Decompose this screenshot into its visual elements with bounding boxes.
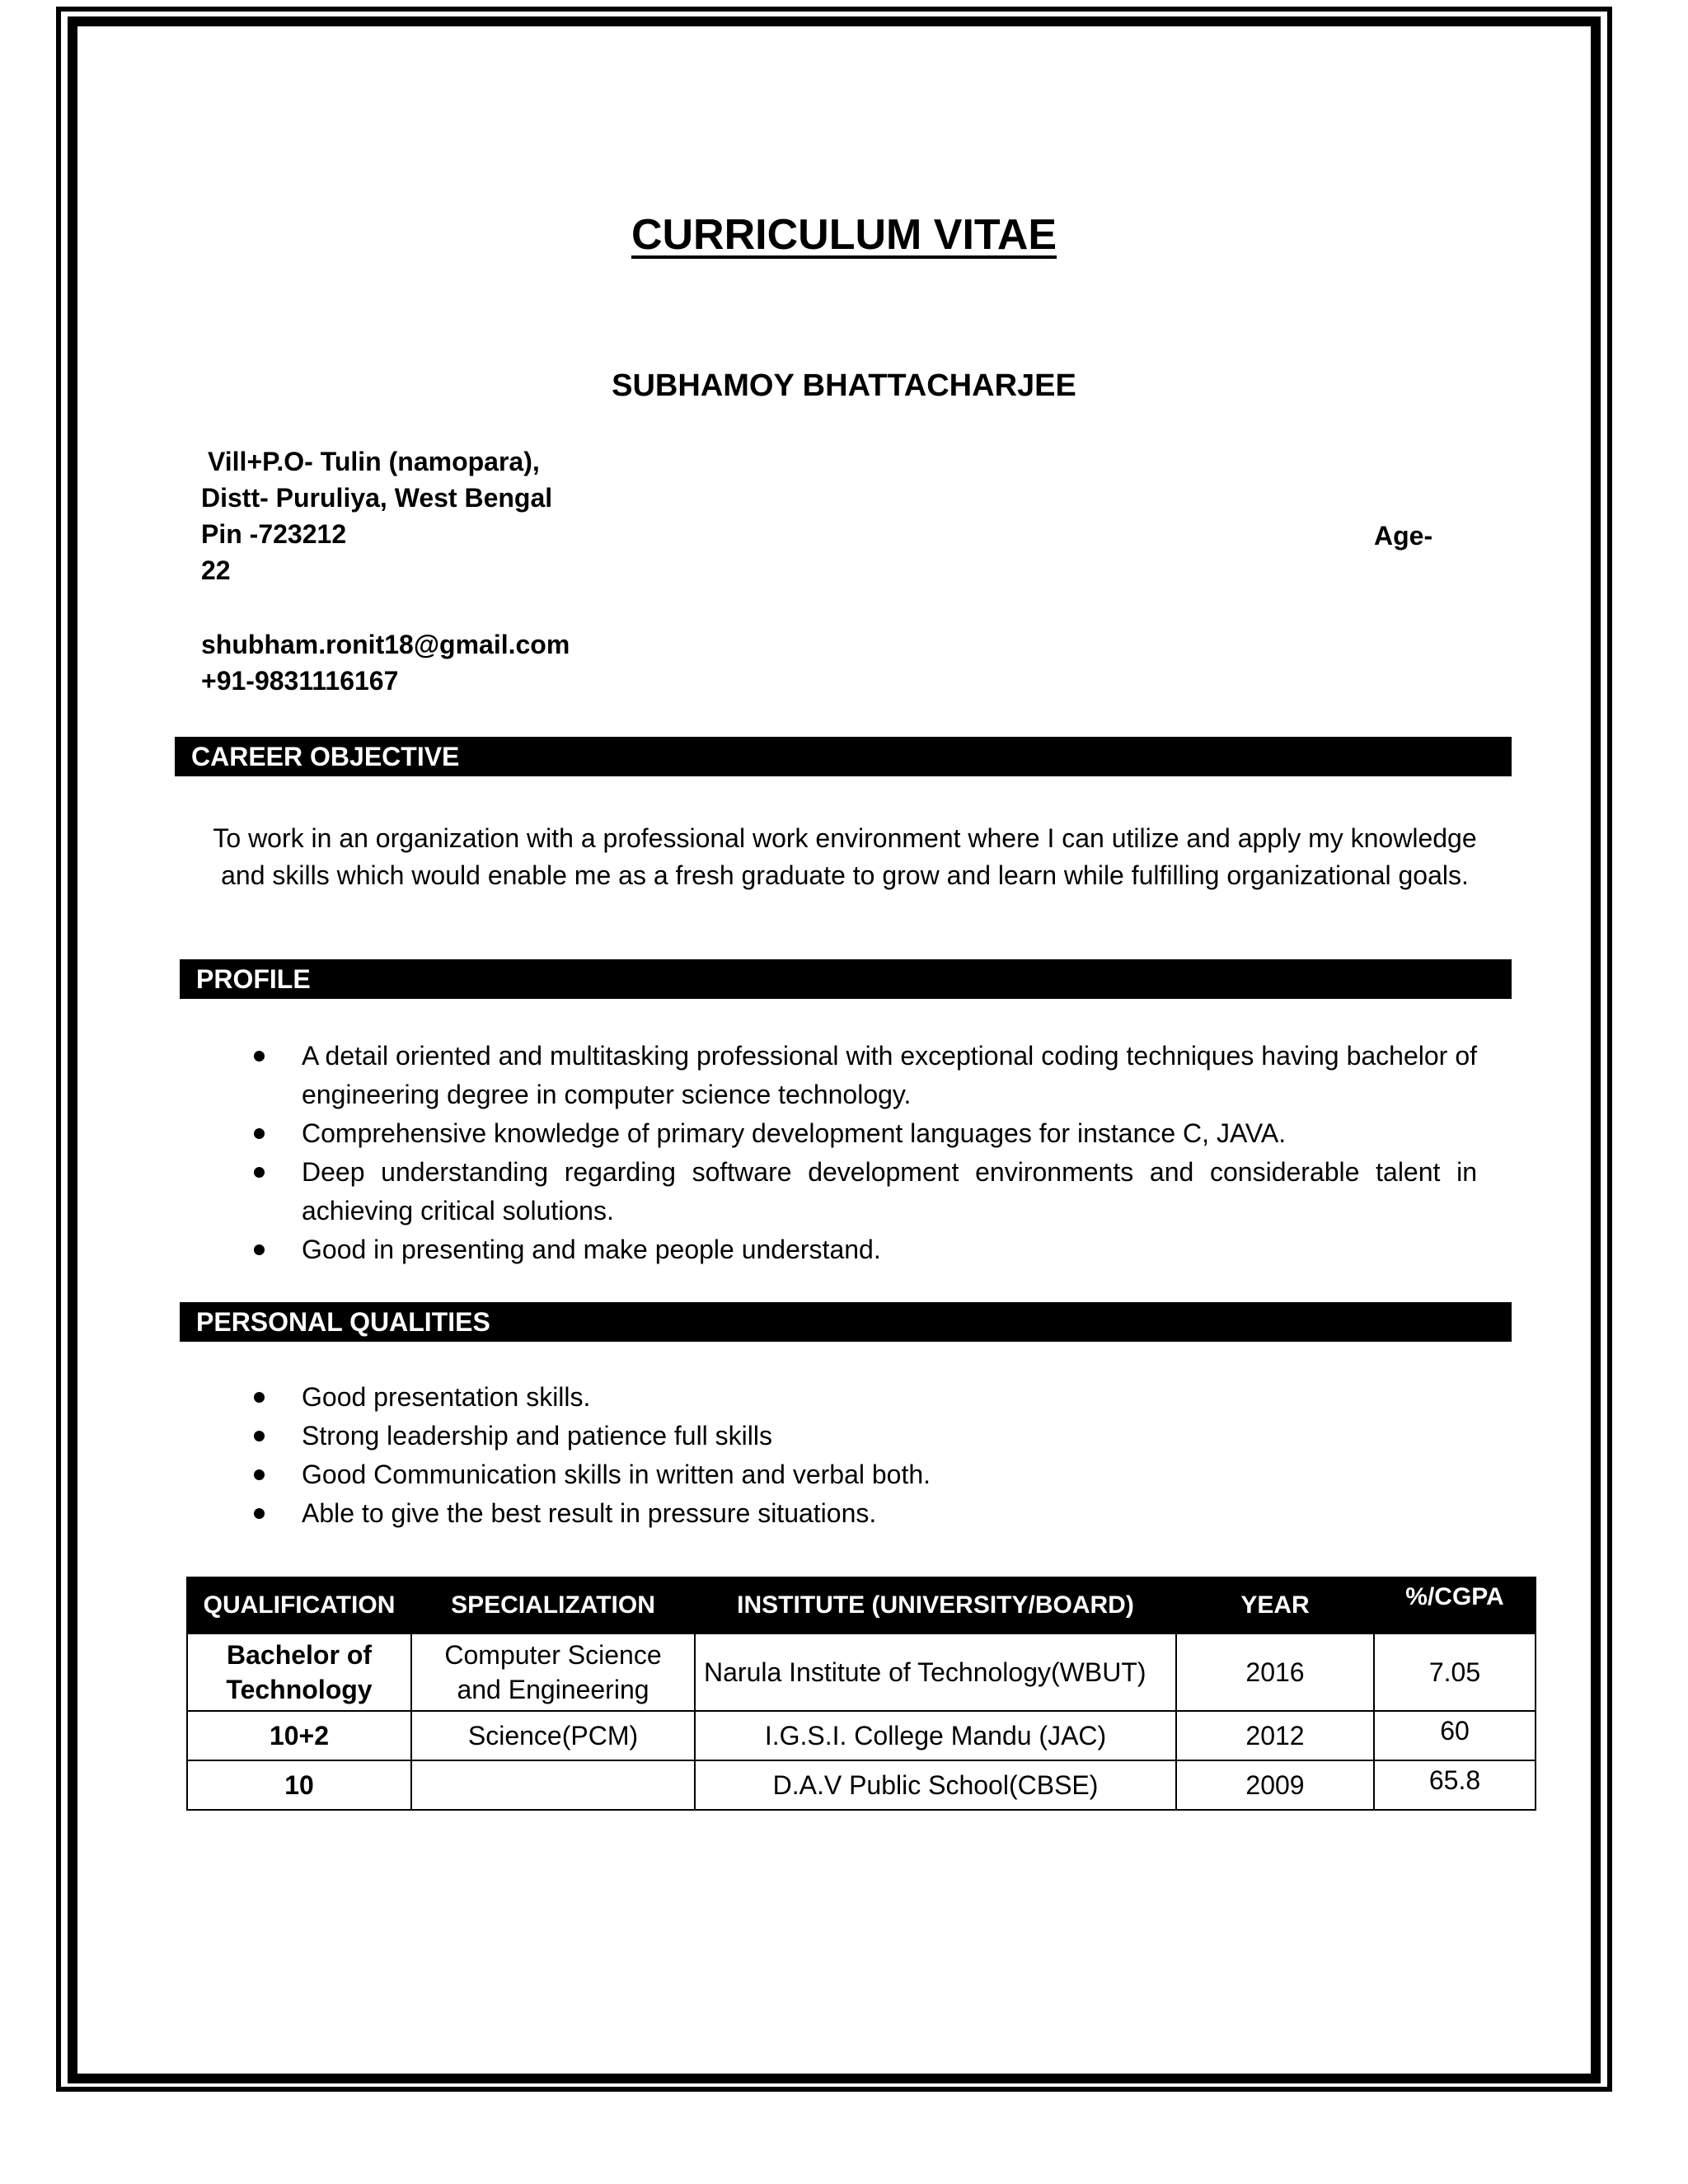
age-value: 22 — [201, 555, 231, 585]
cell-specialization — [411, 1760, 695, 1810]
cell-qualification: 10+2 — [187, 1711, 411, 1760]
profile-item-text: Good in presenting and make people understand. — [302, 1235, 881, 1264]
cell-year: 2009 — [1176, 1760, 1374, 1810]
candidate-name: SUBHAMOY BHATTACHARJEE — [612, 368, 1076, 403]
career-objective-text: To work in an organization with a professional work environment where I can utilize and apply my knowledge and skills which would enable me as a fresh graduate to grow and learn while fulfilling organizational goals. — [213, 823, 1477, 890]
personal-qualities-list — [247, 1378, 1477, 1533]
table-row — [187, 1711, 1536, 1760]
pin-code: Pin -723212 — [201, 519, 347, 549]
table-header-row — [187, 1577, 1536, 1633]
bullet-icon — [254, 1244, 265, 1255]
list-item — [247, 1037, 1477, 1114]
list-item — [247, 1153, 1477, 1230]
cell-specialization: Computer Science and Engineering — [411, 1633, 695, 1711]
age-label: Age- — [1374, 521, 1433, 551]
profile-item-text: A detail oriented and multitasking professional with exceptional coding techniques having bachelor of engineering degree in computer science technology. — [302, 1041, 1477, 1109]
quality-item-text: Strong leadership and patience full skills — [302, 1421, 772, 1451]
cell-score — [1374, 1711, 1536, 1760]
quality-item-text: Good Communication skills in written and verbal both. — [302, 1460, 931, 1489]
list-item — [247, 1114, 1477, 1153]
bullet-icon — [254, 1508, 265, 1519]
cell-year: 2016 — [1176, 1633, 1374, 1711]
column-header-cgpa — [1374, 1577, 1536, 1633]
cell-specialization: Science(PCM) — [411, 1711, 695, 1760]
list-item — [247, 1494, 1477, 1533]
phone-number: +91-9831116167 — [201, 666, 399, 696]
column-header-cgpa-text: %/CGPA — [1405, 1583, 1504, 1610]
cell-institute: D.A.V Public School(CBSE) — [695, 1760, 1176, 1810]
list-item — [247, 1230, 1477, 1269]
cell-qualification: 10 — [187, 1760, 411, 1810]
table-row — [187, 1760, 1536, 1810]
column-header-specialization: SPECIALIZATION — [411, 1577, 695, 1633]
cell-score-text: 65.8 — [1428, 1765, 1481, 1795]
section-heading-personal-qualities: PERSONAL QUALITIES — [180, 1302, 1512, 1342]
quality-item-text: Good presentation skills. — [302, 1382, 591, 1412]
profile-item-text: Comprehensive knowledge of primary development languages for instance C, JAVA. — [302, 1118, 1287, 1148]
column-header-year: YEAR — [1176, 1577, 1374, 1633]
bullet-icon — [254, 1392, 265, 1403]
bullet-icon — [254, 1128, 265, 1139]
bullet-icon — [254, 1051, 265, 1062]
quality-item-text: Able to give the best result in pressure situations. — [302, 1498, 877, 1528]
cell-score: 7.05 — [1374, 1633, 1536, 1711]
cell-institute: Narula Institute of Technology(WBUT) — [695, 1633, 1176, 1711]
table-row — [187, 1633, 1536, 1711]
bullet-icon — [254, 1469, 265, 1480]
education-table — [186, 1577, 1536, 1811]
cell-qualification: Bachelor of Technology — [187, 1633, 411, 1711]
cell-score-text: 60 — [1440, 1716, 1470, 1746]
bullet-icon — [254, 1431, 265, 1441]
column-header-institute: INSTITUTE (UNIVERSITY/BOARD) — [695, 1577, 1176, 1633]
address-line-1: Vill+P.O- Tulin (namopara), — [208, 447, 540, 476]
list-item — [247, 1378, 1477, 1417]
email-address: shubham.ronit18@gmail.com — [201, 630, 570, 659]
profile-item-text: Deep understanding regarding software development environments and considerable talent in achieving critical solutions. — [302, 1157, 1477, 1226]
list-item — [247, 1455, 1477, 1494]
profile-list — [247, 1037, 1477, 1269]
section-heading-profile: PROFILE — [180, 959, 1512, 999]
list-item — [247, 1417, 1477, 1455]
document-title: CURRICULUM VITAE — [631, 211, 1057, 259]
cell-score — [1374, 1760, 1536, 1810]
bullet-icon — [254, 1167, 265, 1178]
address-line-2: Distt- Puruliya, West Bengal — [201, 483, 553, 513]
cell-institute: I.G.S.I. College Mandu (JAC) — [695, 1711, 1176, 1760]
section-heading-career-objective: CAREER OBJECTIVE — [175, 737, 1512, 776]
cell-year: 2012 — [1176, 1711, 1374, 1760]
column-header-qualification: QUALIFICATION — [187, 1577, 411, 1633]
